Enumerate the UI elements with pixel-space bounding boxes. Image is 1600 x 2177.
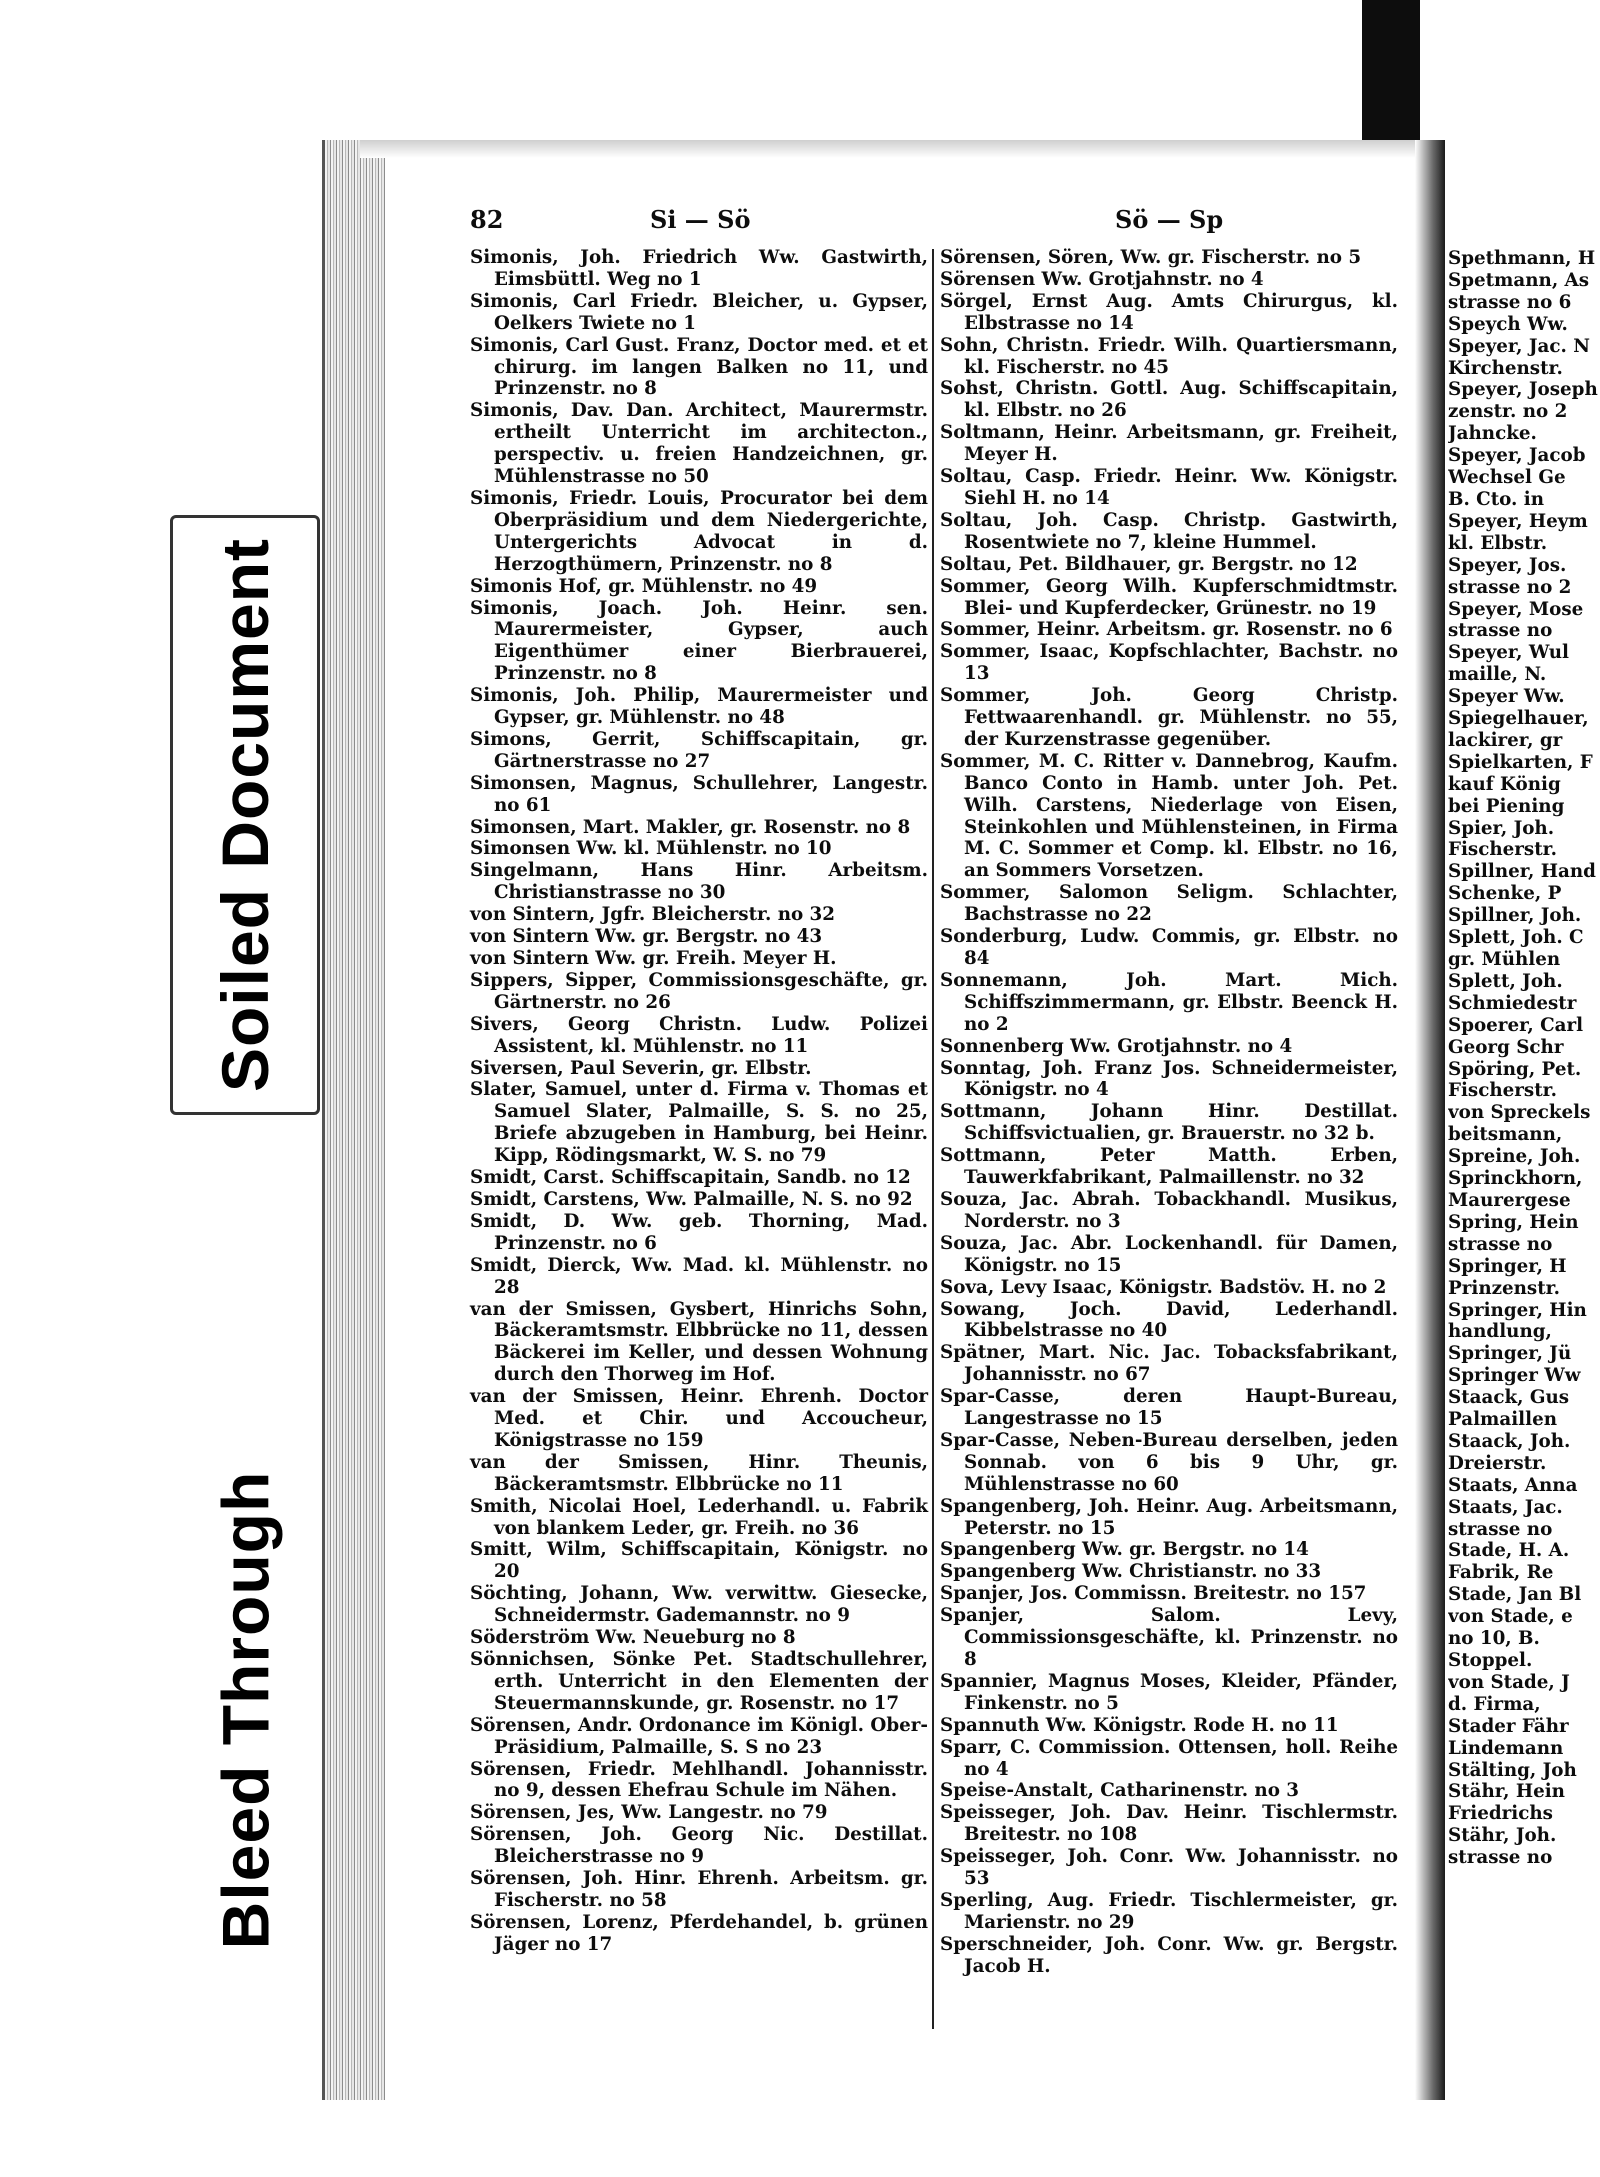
directory-entry: van der Smissen, Gysbert, Hinrichs Sohn, Bäckeramtsmstr. Elbbrücke no 11, dessen Bäckerei im Keller, und dessen Wohnung durch den Thorweg im Hof. bbox=[470, 1298, 928, 1386]
next-page-line: d. Firma, bbox=[1448, 1693, 1541, 1715]
directory-entry: Smidt, Carstens, Ww. Palmaille, N. S. no 92 bbox=[470, 1188, 913, 1210]
next-page-line: Speyer, Heym bbox=[1448, 510, 1588, 532]
directory-entry: Sowang, Joch. David, Lederhandl. Kibbelstrasse no 40 bbox=[940, 1298, 1398, 1342]
directory-entry: Simonis Hof, gr. Mühlenstr. no 49 bbox=[470, 575, 818, 597]
next-page-line: Georg Schr bbox=[1448, 1036, 1564, 1058]
next-page-line: Spillner, Hand bbox=[1448, 861, 1596, 883]
next-page-line: von Stade, J bbox=[1448, 1671, 1570, 1693]
directory-entry: Simonsen, Mart. Makler, gr. Rosenstr. no 8 bbox=[470, 816, 911, 838]
next-page-line: Prinzenstr. bbox=[1448, 1277, 1560, 1299]
page-top-edge bbox=[360, 140, 1420, 158]
directory-entry: Sottmann, Peter Matth. Erben, Tauwerkfabrikant, Palmaillenstr. no 32 bbox=[940, 1145, 1398, 1189]
next-page-line: zenstr. no 2 bbox=[1448, 401, 1568, 423]
next-page-line: gr. Mühlen bbox=[1448, 949, 1561, 970]
directory-entry: Simonsen, Magnus, Schullehrer, Langestr. no 61 bbox=[470, 772, 928, 816]
directory-entry: Simonis, Carl Gust. Franz, Doctor med. et et chirurg. im langen Balken no 11, und Prinzenstr. no 8 bbox=[470, 334, 928, 400]
next-page-line: bei Piening bbox=[1448, 795, 1565, 817]
directory-entry: Sönnichsen, Sönke Pet. Stadtschullehrer, erth. Unterricht in den Elementen der Steuermannskunde, gr. Rosenstr. no 17 bbox=[470, 1649, 928, 1714]
next-page-line: Speych Ww. bbox=[1448, 313, 1568, 335]
directory-entry: Sparr, C. Commission. Ottensen, holl. Reihe no 4 bbox=[940, 1736, 1398, 1780]
directory-entry: Simonis, Friedr. Louis, Procurator bei dem Oberpräsidium und dem Niedergerichte, Untergerichts Advocat in d. Herzogthümern, Prinzenstr. no 8 bbox=[470, 487, 928, 575]
directory-entry: Spannier, Magnus Moses, Kleider, Pfänder, Finkenstr. no 5 bbox=[940, 1670, 1398, 1714]
next-page-line: handlung, bbox=[1448, 1321, 1552, 1343]
directory-entry: Sottmann, Johann Hinr. Destillat. Schiffsvictualien, gr. Brauerstr. no 32 b. bbox=[940, 1101, 1398, 1145]
directory-entry: Sörensen, Lorenz, Pferdehandel, b. grünen Jäger no 17 bbox=[470, 1911, 928, 1955]
directory-entry: Souza, Jac. Abrah. Tobackhandl. Musikus, Norderstr. no 3 bbox=[940, 1188, 1398, 1232]
bleed-through-stamp bbox=[170, 1430, 320, 1990]
next-page-line: Spoerer, Carl bbox=[1448, 1014, 1584, 1036]
directory-entry: Simons, Gerrit, Schiffscapitain, gr. Gärtnerstrasse no 27 bbox=[470, 728, 928, 772]
next-page-line: strasse no bbox=[1448, 1518, 1553, 1540]
directory-entry: van der Smissen, Heinr. Ehrenh. Doctor Med. et Chir. und Accoucheur, Königstrasse no 159 bbox=[470, 1386, 928, 1451]
directory-entry: Sohn, Christn. Friedr. Wilh. Quartiersmann, kl. Fischerstr. no 45 bbox=[940, 334, 1398, 378]
next-page-line: Stähr, Hein bbox=[1448, 1781, 1565, 1803]
directory-entry: Smitt, Wilm, Schiffscapitain, Königstr. no 20 bbox=[470, 1539, 928, 1583]
next-page-line: Springer, Hin bbox=[1448, 1299, 1587, 1321]
next-page-line: no 10, B. bbox=[1448, 1628, 1540, 1650]
right-column bbox=[940, 247, 1398, 1978]
next-page-line: maille, N. bbox=[1448, 664, 1547, 686]
directory-entry: Spangenberg Ww. gr. Bergstr. no 14 bbox=[940, 1539, 1309, 1561]
directory-entry: Spangenberg Ww. Christianstr. no 33 bbox=[940, 1561, 1322, 1583]
next-page-line: Maurergese bbox=[1448, 1189, 1571, 1211]
directory-entry: Smidt, Dierck, Ww. Mad. kl. Mühlenstr. no 28 bbox=[470, 1254, 928, 1298]
directory-entry: Spätner, Mart. Nic. Jac. Tobacksfabrikant, Johannisstr. no 67 bbox=[940, 1342, 1398, 1386]
directory-entry: Simonis, Joh. Friedrich Ww. Gastwirth, Eimsbüttl. Weg no 1 bbox=[470, 247, 928, 290]
directory-entry: Sommer, Isaac, Kopfschlachter, Bachstr. no 13 bbox=[940, 641, 1398, 685]
next-page-line: Spring, Hein bbox=[1448, 1211, 1579, 1233]
directory-page bbox=[470, 205, 1400, 2065]
directory-entry: Söchting, Johann, Ww. verwittw. Giesecke, Schneidermstr. Gademannstr. no 9 bbox=[470, 1583, 928, 1627]
directory-entry: Sohst, Christn. Gottl. Aug. Schiffscapitain, kl. Elbstr. no 26 bbox=[940, 378, 1398, 422]
directory-entry: Soltmann, Heinr. Arbeitsmann, gr. Freiheit, Meyer H. bbox=[940, 422, 1398, 466]
directory-entry: Slater, Samuel, unter d. Firma v. Thomas et Samuel Slater, Palmaille, S. S. no 25, Briefe abzugeben in Hamburg, bei Heinr. Kipp, Rödingsmarkt, W. S. no 79 bbox=[470, 1079, 928, 1167]
next-page-line: Stade, H. A. bbox=[1448, 1540, 1570, 1562]
next-page-line: Speyer, Joseph bbox=[1448, 379, 1598, 401]
directory-entry: Sörensen, Andr. Ordonance im Königl. Ober-Präsidium, Palmaille, S. S no 23 bbox=[470, 1714, 928, 1758]
next-page-line: Stoppel. bbox=[1448, 1650, 1533, 1671]
next-page-line: von Spreckels bbox=[1448, 1102, 1591, 1124]
next-page-line: Palmaillen bbox=[1448, 1409, 1557, 1431]
next-page-line: Spillner, Joh. bbox=[1448, 905, 1582, 927]
left-column bbox=[470, 247, 928, 1956]
next-page-line: lackirer, gr bbox=[1448, 729, 1563, 751]
directory-entry: Sörensen, Joh. Hinr. Ehrenh. Arbeitsm. gr. Fischerstr. no 58 bbox=[470, 1868, 928, 1911]
directory-entry: Sommer, Georg Wilh. Kupferschmidtmstr. Blei- und Kupferdecker, Grünestr. no 19 bbox=[940, 575, 1398, 619]
next-page-line: Speyer Ww. bbox=[1448, 686, 1565, 708]
next-page-line: Speyer, Wul bbox=[1448, 642, 1569, 664]
next-page-line: Stähr, Joh. bbox=[1448, 1825, 1557, 1847]
running-head-right: Sö — Sp bbox=[1115, 205, 1224, 234]
directory-entry: Sonnenberg Ww. Grotjahnstr. no 4 bbox=[940, 1035, 1293, 1057]
directory-entry: Smith, Nicolai Hoel, Lederhandl. u. Fabrik von blankem Leder, gr. Freih. no 36 bbox=[470, 1495, 928, 1539]
next-page-line: Schenke, P bbox=[1448, 883, 1562, 905]
page-number: 82 bbox=[470, 205, 504, 234]
next-page-line: Staats, Anna bbox=[1448, 1474, 1578, 1496]
directory-entry: Sivers, Georg Christn. Ludw. Polizei Assistent, kl. Mühlenstr. no 11 bbox=[470, 1013, 928, 1057]
bleed-through-label: Bleed Through bbox=[208, 1470, 282, 1950]
directory-entry: Speise-Anstalt, Catharinenstr. no 3 bbox=[940, 1780, 1300, 1802]
next-page-line: Speyer, Mose bbox=[1448, 598, 1584, 620]
next-page-line: Spiegelhauer, bbox=[1448, 708, 1589, 730]
directory-entry: Smidt, D. Ww. geb. Thorning, Mad. Prinzenstr. no 6 bbox=[470, 1210, 928, 1254]
next-page-line: Schmiedestr bbox=[1448, 992, 1577, 1014]
soiled-document-stamp bbox=[170, 515, 320, 1115]
next-page-line: Kirchenstr. bbox=[1448, 357, 1563, 379]
next-page-line: Spetmann, As bbox=[1448, 269, 1590, 291]
directory-entry: Sommer, Joh. Georg Christp. Fettwaarenhandl. gr. Mühlenstr. no 55, der Kurzenstrasse gegenüber. bbox=[940, 685, 1398, 750]
directory-entry: Siversen, Paul Severin, gr. Elbstr. bbox=[470, 1057, 812, 1079]
next-page-line: kl. Elbstr. bbox=[1448, 532, 1548, 554]
directory-entry: Spar-Casse, Neben-Bureau derselben, jeden Sonnab. von 6 bis 9 Uhr, gr. Mühlenstrasse no 60 bbox=[940, 1429, 1398, 1495]
next-page-line: Speyer, Jacob bbox=[1448, 445, 1586, 467]
directory-entry: Spangenberg, Joh. Heinr. Aug. Arbeitsmann, Peterstr. no 15 bbox=[940, 1495, 1398, 1539]
page-stack-edge bbox=[322, 140, 385, 2100]
directory-entry: Simonis, Carl Friedr. Bleicher, u. Gypser, Oelkers Twiete no 1 bbox=[470, 290, 928, 334]
directory-entry: Sova, Levy Isaac, Königstr. Badstöv. H. no 2 bbox=[940, 1276, 1387, 1298]
next-page-line: Wechsel Ge bbox=[1448, 467, 1566, 489]
next-page-line: Spreine, Joh. bbox=[1448, 1146, 1581, 1168]
directory-entry: Simonsen Ww. kl. Mühlenstr. no 10 bbox=[470, 838, 832, 860]
next-page-line: Splett, Joh. bbox=[1448, 970, 1563, 992]
directory-entry: Sippers, Sipper, Commissionsgeschäfte, gr. Gärtnerstr. no 26 bbox=[470, 969, 928, 1013]
gutter-shadow bbox=[1415, 140, 1445, 2100]
next-page-line: Speyer, Jac. N bbox=[1448, 335, 1590, 357]
directory-entry: Simonis, Joach. Joh. Heinr. sen. Maurermeister, Gypser, auch Eigenthümer einer Bierbrauerei, Prinzenstr. no 8 bbox=[470, 597, 928, 685]
directory-entry: von Sintern Ww. gr. Bergstr. no 43 bbox=[470, 926, 823, 948]
directory-entry: Speisseger, Joh. Conr. Ww. Johannisstr. no 53 bbox=[940, 1846, 1398, 1890]
next-page-line: strasse no bbox=[1448, 1233, 1553, 1255]
next-page-line: Fischerstr. bbox=[1448, 839, 1557, 861]
directory-entry: Sörensen, Sören, Ww. gr. Fischerstr. no 5 bbox=[940, 247, 1362, 268]
directory-entry: Sörensen Ww. Grotjahnstr. no 4 bbox=[940, 268, 1264, 290]
directory-entry: Spannuth Ww. Königstr. Rode H. no 11 bbox=[940, 1714, 1339, 1736]
next-page-line: strasse no bbox=[1448, 620, 1553, 642]
next-page-line: Dreierstr. bbox=[1448, 1452, 1547, 1474]
running-head-left: Si — Sö bbox=[650, 205, 751, 234]
directory-entry: Sperling, Aug. Friedr. Tischlermeister, gr. Marienstr. no 29 bbox=[940, 1889, 1398, 1933]
next-page-line: Staack, Gus bbox=[1448, 1387, 1570, 1409]
directory-entry: Sommer, Salomon Seligm. Schlachter, Bachstrasse no 22 bbox=[940, 882, 1398, 926]
directory-entry: Spanjer, Jos. Commissn. Breitestr. no 157 bbox=[940, 1583, 1367, 1605]
next-page-line: Lindemann bbox=[1448, 1737, 1564, 1759]
next-page-line: Spethmann, H bbox=[1448, 248, 1596, 269]
next-page-line: Fabrik, Re bbox=[1448, 1562, 1554, 1584]
next-page-fragment bbox=[1448, 248, 1600, 1869]
directory-entry: Simonis, Joh. Philip, Maurermeister und Gypser, gr. Mühlenstr. no 48 bbox=[470, 685, 928, 729]
directory-entry: Soltau, Casp. Friedr. Heinr. Ww. Königstr. Siehl H. no 14 bbox=[940, 466, 1398, 509]
directory-entry: von Sintern, Jgfr. Bleicherstr. no 32 bbox=[470, 904, 835, 926]
directory-entry: van der Smissen, Hinr. Theunis, Bäckeramtsmstr. Elbbrücke no 11 bbox=[470, 1451, 928, 1495]
page-header bbox=[470, 205, 1400, 245]
next-page-line: Springer Ww bbox=[1448, 1365, 1581, 1387]
next-page-line: Spier, Joh. bbox=[1448, 817, 1555, 839]
next-page-line: Splett, Joh. C bbox=[1448, 927, 1584, 949]
next-page-line: Jahncke. bbox=[1448, 423, 1537, 445]
directory-entry: Smidt, Carst. Schiffscapitain, Sandb. no 12 bbox=[470, 1167, 911, 1189]
directory-entry: Sommer, Heinr. Arbeitsm. gr. Rosenstr. no 6 bbox=[940, 619, 1393, 641]
directory-entry: Sörensen, Jes, Ww. Langestr. no 79 bbox=[470, 1802, 828, 1824]
next-page-line: Springer, Jü bbox=[1448, 1343, 1572, 1365]
next-page-line: beitsmann, bbox=[1448, 1124, 1563, 1146]
directory-entry: von Sintern Ww. gr. Freih. Meyer H. bbox=[470, 948, 837, 969]
next-page-line: Friedrichs bbox=[1448, 1803, 1553, 1825]
directory-entry: Speisseger, Joh. Dav. Heinr. Tischlermstr. Breitestr. no 108 bbox=[940, 1802, 1398, 1846]
directory-entry: Spanjer, Salom. Levy, Commissionsgeschäfte, kl. Prinzenstr. no 8 bbox=[940, 1605, 1398, 1670]
directory-entry: Sperschneider, Joh. Conr. Ww. gr. Bergstr. Jacob H. bbox=[940, 1933, 1398, 1977]
directory-entry: Sonderburg, Ludw. Commis, gr. Elbstr. no 84 bbox=[940, 926, 1398, 969]
next-page-line: strasse no 2 bbox=[1448, 576, 1572, 598]
next-page-line: kauf König bbox=[1448, 773, 1561, 795]
next-page-line: strasse no bbox=[1448, 1847, 1553, 1869]
next-page-line: Staats, Jac. bbox=[1448, 1496, 1563, 1518]
next-page-line: Staack, Joh. bbox=[1448, 1430, 1571, 1452]
directory-entry: Sörensen, Joh. Georg Nic. Destillat. Bleicherstrasse no 9 bbox=[470, 1824, 928, 1868]
column-divider bbox=[932, 249, 934, 2029]
next-page-line: von Stade, e bbox=[1448, 1606, 1573, 1628]
next-page-line: Spöring, Pet. bbox=[1448, 1058, 1582, 1080]
binding-gap bbox=[1352, 0, 1362, 140]
directory-entry: Sörensen, Friedr. Mehlhandl. Johannisstr. no 9, dessen Ehefrau Schule im Nähen. bbox=[470, 1758, 928, 1802]
directory-entry: Singelmann, Hans Hinr. Arbeitsm. Christianstrasse no 30 bbox=[470, 860, 928, 904]
directory-entry: Soltau, Joh. Casp. Christp. Gastwirth, Rosentwiete no 7, kleine Hummel. bbox=[940, 509, 1398, 553]
directory-entry: Soltau, Pet. Bildhauer, gr. Bergstr. no 12 bbox=[940, 553, 1358, 575]
next-page-line: Spielkarten, F bbox=[1448, 751, 1593, 773]
next-page-line: B. Cto. in bbox=[1448, 488, 1545, 510]
directory-entry: Simonis, Dav. Dan. Architect, Maurermstr. ertheilt Unterricht im architecton., perspectiv. u. freien Handzeichnen, gr. Mühlenstrasse no 50 bbox=[470, 400, 928, 488]
next-page-line: Stälting, Joh bbox=[1448, 1759, 1577, 1781]
directory-entry: Sommer, M. C. Ritter v. Dannebrog, Kaufm. Banco Conto in Hamb. unter Joh. Pet. Wilh. Carstens, Niederlage von Eisen, Steinkohlen und Mühlensteinen, in Firma M. C. Sommer et Comp. kl. Elbstr. no 16, an Sommers Vorsetzen. bbox=[940, 750, 1398, 882]
directory-entry: Sonnemann, Joh. Mart. Mich. Schiffszimmermann, gr. Elbstr. Beenck H. no 2 bbox=[940, 969, 1398, 1035]
next-page-line: Fischerstr. bbox=[1448, 1080, 1557, 1102]
next-page-line: strasse no 6 bbox=[1448, 291, 1572, 313]
next-page-line: Sprinckhorn, bbox=[1448, 1168, 1583, 1190]
soiled-document-label: Soiled Document bbox=[208, 537, 282, 1093]
next-page-line: Stader Fähr bbox=[1448, 1715, 1569, 1737]
directory-entry: Söderström Ww. Neueburg no 8 bbox=[470, 1627, 796, 1649]
next-page-line: Springer, H bbox=[1448, 1255, 1567, 1277]
next-page-line: Stade, Jan Bl bbox=[1448, 1584, 1582, 1606]
book-binding bbox=[1360, 0, 1420, 140]
directory-entry: Spar-Casse, deren Haupt-Bureau, Langestrasse no 15 bbox=[940, 1386, 1398, 1430]
directory-entry: Souza, Jac. Abr. Lockenhandl. für Damen, Königstr. no 15 bbox=[940, 1232, 1398, 1276]
directory-entry: Sonntag, Joh. Franz Jos. Schneidermeister, Königstr. no 4 bbox=[940, 1057, 1398, 1101]
next-page-line: Speyer, Jos. bbox=[1448, 554, 1567, 576]
directory-entry: Sörgel, Ernst Aug. Amts Chirurgus, kl. Elbstrasse no 14 bbox=[940, 290, 1398, 334]
